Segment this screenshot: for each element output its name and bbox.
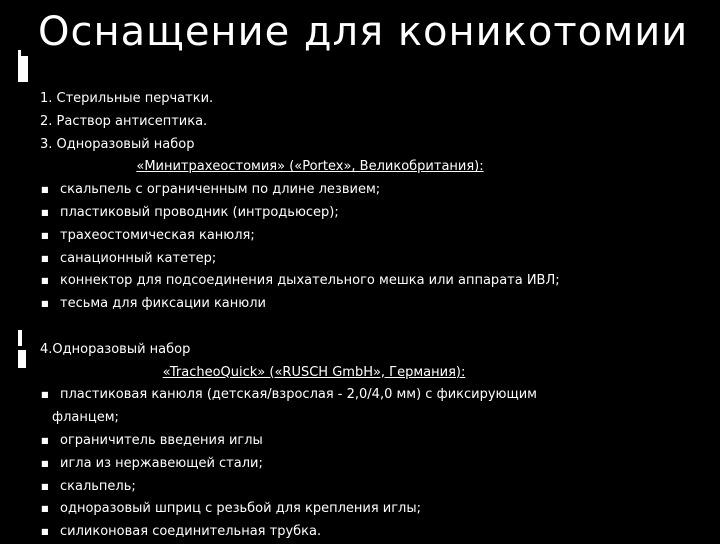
list-item: ■ скальпель; bbox=[40, 476, 700, 499]
slide-content bbox=[40, 88, 700, 544]
bullet-icon: ■ bbox=[41, 435, 49, 445]
list-item: 3. Одноразовый набор bbox=[40, 136, 195, 152]
bullet-icon: ■ bbox=[41, 230, 49, 240]
left-decor-bar-3 bbox=[18, 330, 22, 346]
bullet-icon: ■ bbox=[41, 253, 49, 263]
list-item-continuation: фланцем; bbox=[52, 410, 119, 426]
set2-heading: «TracheoQuick» («RUSCH GmbH», Германия): bbox=[162, 364, 466, 380]
left-decor-bar-2 bbox=[18, 56, 28, 82]
list-item: ■ санационный катетер; bbox=[40, 248, 700, 271]
list-item: ■ трахеостомическая канюля; bbox=[40, 225, 700, 248]
list-item: 4.Одноразовый набор bbox=[40, 341, 191, 357]
bullet-icon: ■ bbox=[41, 481, 49, 491]
spacer bbox=[40, 316, 700, 339]
bullet-icon: ■ bbox=[41, 207, 49, 217]
bullet-icon: ■ bbox=[41, 299, 49, 309]
list-item: ■ пластиковая канюля (детская/взрослая - 2,0/4,0 мм) с фиксирующим bbox=[40, 384, 700, 407]
list-item: 1. Стерильные перчатки. bbox=[40, 91, 214, 106]
list-item: ■ скальпель с ограниченным по длине лезвием; bbox=[40, 179, 700, 202]
list-item: ■ силиконовая соединительная трубка. bbox=[40, 521, 700, 544]
bullet-icon: ■ bbox=[41, 527, 49, 537]
bullet-icon: ■ bbox=[41, 276, 49, 286]
list-item: ■ игла из нержавеющей стали; bbox=[40, 453, 700, 476]
slide-title: Оснащение для коникотомии bbox=[38, 9, 689, 55]
list-item: ■ ограничитель введения иглы bbox=[40, 430, 700, 453]
list-item: 2. Раствор антисептика. bbox=[40, 113, 208, 129]
list-item: ■ тесьма для фиксации канюли bbox=[40, 293, 700, 316]
list-item: ■ коннектор для подсоединения дыхательного мешка или аппарата ИВЛ; bbox=[40, 270, 700, 293]
bullet-icon: ■ bbox=[41, 458, 49, 468]
left-decor-bar-4 bbox=[18, 350, 26, 368]
list-item: ■ одноразовый шприц с резьбой для крепления иглы; bbox=[40, 498, 700, 521]
bullet-icon: ■ bbox=[41, 504, 49, 514]
bullet-icon: ■ bbox=[41, 185, 49, 195]
list-item: ■ пластиковый проводник (интродьюсер); bbox=[40, 202, 700, 225]
set1-heading: «Минитрахеостомия» («Portex», Великобритания): bbox=[136, 159, 484, 175]
bullet-icon: ■ bbox=[41, 390, 49, 400]
